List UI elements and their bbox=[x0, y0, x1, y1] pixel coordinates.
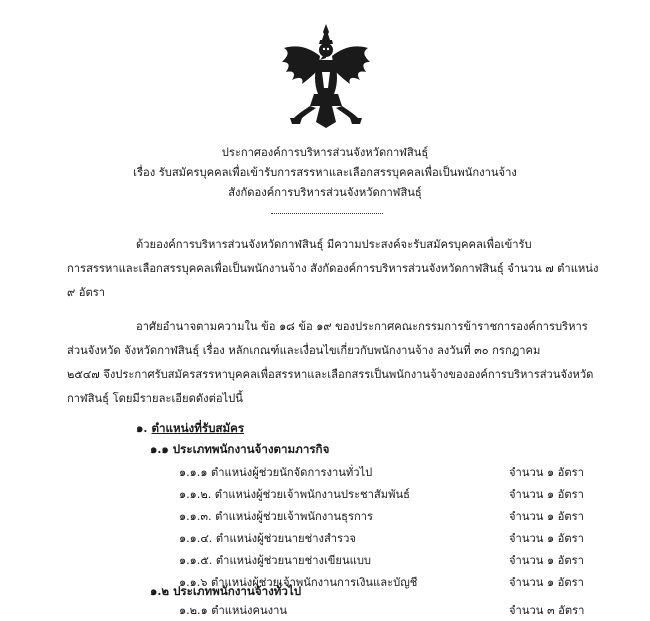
position-label: ๑.๑.๓. ตำแหน่งผู้ช่วยเจ้าพนักงานธุรการ bbox=[179, 510, 374, 523]
paragraph-1-line-2: การสรรหาและเลือกสรรบุคคลเพื่อเป็นพนักงานจ้าง สังกัดองค์การบริหารส่วนจังหวัดกาฬสินธุ์ จำนวน ๗ ตำแหน่ง bbox=[67, 262, 599, 275]
position-label: ๑.๑.๖ ตำแหน่งผู้ช่วยเจ้าพนักงานการเงินและบัญชี bbox=[179, 576, 418, 589]
position-label: ๑.๑.๔. ตำแหน่งผู้ช่วยนายช่างสำรวจ bbox=[179, 532, 356, 545]
section-1-title: ตำแหน่งที่รับสมัคร bbox=[151, 421, 245, 435]
position-label: ๑.๑.๒. ตำแหน่งผู้ช่วยเจ้าพนักงานประชาสัมพันธ์ bbox=[179, 488, 410, 501]
paragraph-2-line-1: อาศัยอำนาจตามความใน ข้อ ๑๘ ข้อ ๑๙ ของประกาศคณะกรรมการข้าราชการองค์การบริหาร bbox=[136, 320, 588, 333]
position-row bbox=[179, 485, 619, 505]
paragraph-1-line-1: ด้วยองค์การบริหารส่วนจังหวัดกาฬสินธุ์ มีความประสงค์จะรับสมัครบุคคลเพื่อเข้ารับ bbox=[136, 238, 532, 251]
position-count: จำนวน ๑ อัตรา bbox=[509, 576, 584, 589]
paragraph-1-line-3: ๙ อัตรา bbox=[67, 286, 106, 299]
position-row bbox=[179, 507, 619, 527]
position-label: ๑.๒.๑ ตำแหน่งคนงาน bbox=[179, 604, 288, 617]
position-count: จำนวน ๑ อัตรา bbox=[509, 488, 584, 501]
subsection-1-2-title: ๑.๒ ประเภทพนักงานจ้างทั่วไป bbox=[150, 584, 302, 598]
position-count: จำนวน ๓ อัตรา bbox=[509, 604, 585, 617]
announcement-title: ประกาศองค์การบริหารส่วนจังหวัดกาฬสินธุ์ bbox=[221, 146, 429, 159]
subsection-1-1-title: ๑.๑ ประเภทพนักงานจ้างตามภารกิจ bbox=[150, 442, 330, 456]
position-count: จำนวน ๑ อัตรา bbox=[509, 510, 584, 523]
position-row bbox=[179, 551, 619, 571]
position-row bbox=[179, 529, 619, 549]
section-1-number: ๑. bbox=[136, 421, 148, 435]
section-1-heading bbox=[136, 420, 244, 438]
dotted-divider bbox=[271, 213, 383, 214]
position-row bbox=[179, 601, 619, 621]
announcement-subtitle: สังกัดองค์การบริหารส่วนจังหวัดกาฬสินธุ์ bbox=[228, 186, 422, 199]
position-count: จำนวน ๑ อัตรา bbox=[509, 554, 584, 567]
announcement-subject: เรื่อง รับสมัครบุคคลเพื่อเข้ารับการสรรหาและเลือกสรรบุคคลเพื่อเป็นพนักงานจ้าง bbox=[133, 166, 517, 179]
paragraph-2-line-2: ส่วนจังหวัด จังหวัดกาฬสินธุ์ เรื่อง หลักเกณฑ์และเงื่อนไขเกี่ยวกับพนักงานจ้าง ลงวันที่ ๓๐ กรกฎาคม bbox=[67, 344, 541, 357]
garuda-emblem-icon bbox=[280, 22, 372, 130]
position-row bbox=[179, 463, 619, 483]
position-label: ๑.๑.๑ ตำแหน่งผู้ช่วยนักจัดการงานทั่วไป bbox=[179, 466, 373, 479]
position-count: จำนวน ๑ อัตรา bbox=[509, 532, 584, 545]
paragraph-2-line-3: ๒๕๔๗ จึงประกาศรับสมัครสรรหาบุคคลเพื่อสรรหาและเลือกสรรเป็นพนักงานจ้างขององค์การบริหารส่วนจังหวัด bbox=[67, 368, 594, 381]
position-count: จำนวน ๑ อัตรา bbox=[509, 466, 584, 479]
paragraph-2-line-4: กาฬสินธุ์ โดยมีรายละเอียดดังต่อไปนี้ bbox=[67, 392, 243, 405]
position-label: ๑.๑.๕. ตำแหน่งผู้ช่วยนายช่างเขียนแบบ bbox=[179, 554, 372, 567]
